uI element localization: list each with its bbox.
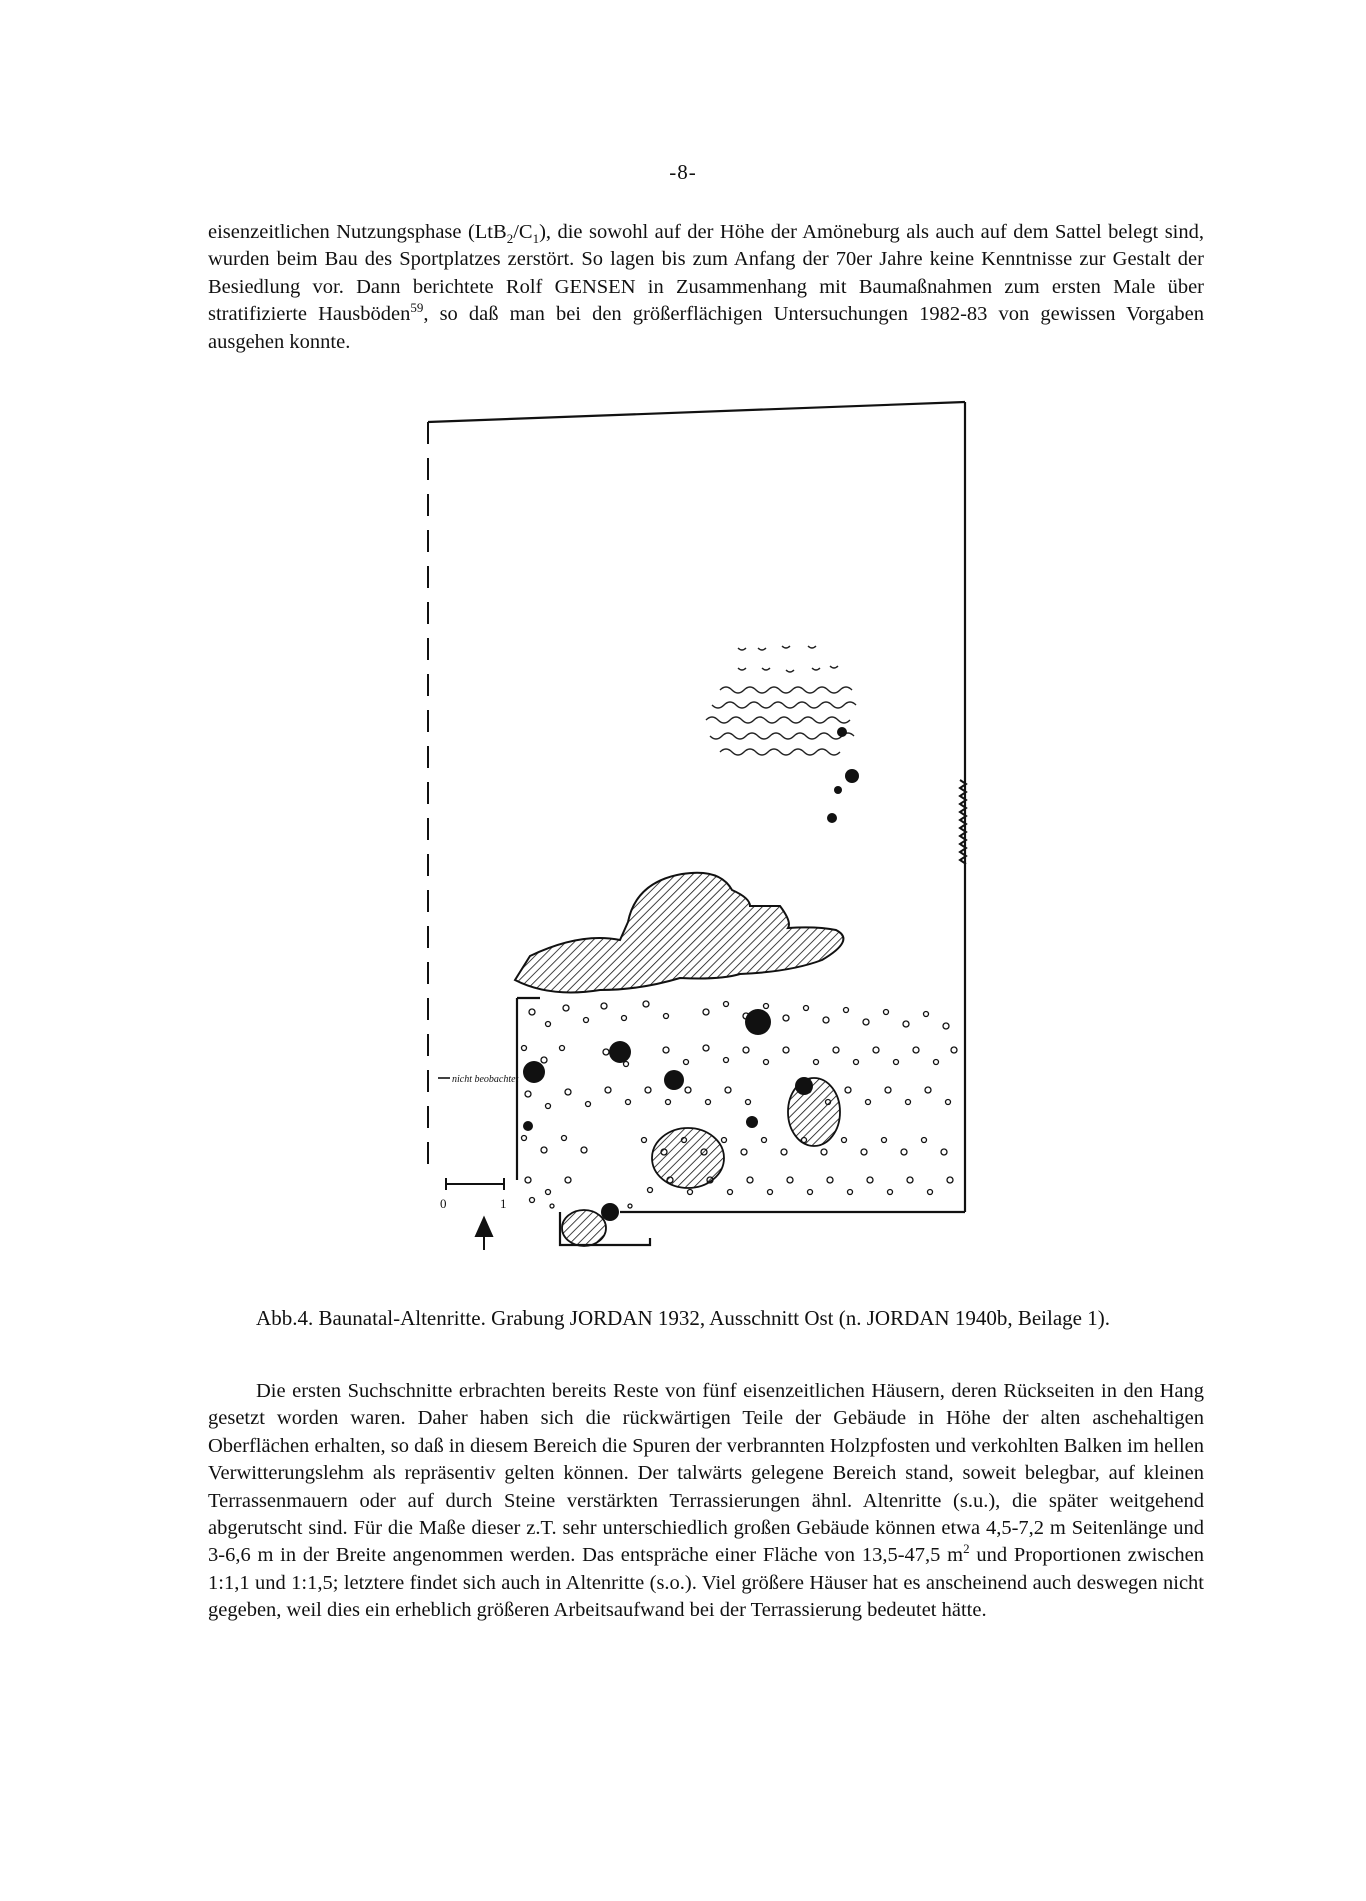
- hatched-burnt-area: [515, 873, 843, 993]
- excavation-plan-figure: [420, 400, 980, 1270]
- paragraph-1-text-c: ), die sowohl auf der Höhe der Amöneburg als auch auf dem Sattel belegt sind, wurden beim Bau des Sportplatzes zerstört. So lagen bis zum Anfang der 70er Jahre keine Kenntnisse zur Gestalt der Besiedlung vor. Dann berichtete Rolf GENSEN in Zusammenhang mit Baumaßnahmen zum ersten Male über stratifizierte Hausböden: [208, 221, 1204, 326]
- hatched-pits: [562, 1078, 840, 1246]
- inline-label: nicht beobachtet: [452, 1074, 519, 1085]
- figure-caption: Abb.4. Baunatal-Altenritte. Grabung JORDAN 1932, Ausschnitt Ost (n. JORDAN 1940b, Beilage 1).: [256, 1306, 1110, 1330]
- scale-end: 1: [500, 1196, 507, 1211]
- excavation-boundary: [428, 402, 965, 1245]
- paragraph-1-text-a: eisenzeitlichen Nutzungsphase (LtB: [208, 221, 507, 243]
- page-number: -8-: [669, 160, 697, 184]
- burnt-layer-upper: [706, 646, 856, 755]
- paragraph-1-text-b: /C: [513, 221, 533, 243]
- paragraph-2: [208, 1378, 1204, 1625]
- footnote-marker: 59: [410, 300, 424, 316]
- scale-bar: [446, 1178, 504, 1190]
- paragraph-1: [208, 219, 1204, 356]
- post-holes-isolated: [827, 727, 859, 823]
- paragraph-2-text-b: und Proportionen zwischen 1:1,1 und 1:1,5; letztere findet sich auch in Altenritte (s.o.). Viel größere Häuser hat es anscheinend auch deswegen nicht gegeben, weil dies ein erheblich größeren Arbeitsaufwand bei der Terrassierung bedeutet hätte.: [208, 1544, 1204, 1622]
- stone-packing-field: [522, 1001, 958, 1208]
- north-arrow-icon: [476, 1218, 492, 1250]
- subscript-2: 2: [506, 231, 514, 247]
- paragraph-2-text-a: Die ersten Suchschnitte erbrachten bereits Reste von fünf eisenzeitlichen Häusern, deren Rückseiten in den Hang gesetzt worden waren. Daher haben sich die rückwärtigen Teile der Gebäude in Höhe der alten aschehaltigen Oberflächen erhalten, so daß in diesem Bereich die Spuren der verbrannten Holzpfosten und verkohlten Balken im hellen Verwitterungslehm als repräsentiv gelten können. Der talwärts gelegene Bereich stand, soweit belegbar, auf kleinen Terrassenmauern oder auf durch Steine verstärkten Terrassierungen ähnl. Altenritte (s.u.), die später weitgehend abgerutscht sind. Für die Maße dieser z.T. sehr unterschiedlich großen Gebäude können etwa 4,5-7,2 m Seitenlänge und 3-6,6 m in der Breite angenommen werden. Das entspräche einer Fläche von 13,5-47,5 m: [208, 1380, 1204, 1567]
- superscript-2: 2: [963, 1541, 970, 1557]
- scale-start: 0: [440, 1196, 447, 1211]
- paragraph-1-text-d: , so daß man bei den größerflächigen Untersuchungen 1982-83 von gewissen Vorgaben ausgehen konnte.: [208, 303, 1205, 353]
- subscript-1: 1: [532, 231, 540, 247]
